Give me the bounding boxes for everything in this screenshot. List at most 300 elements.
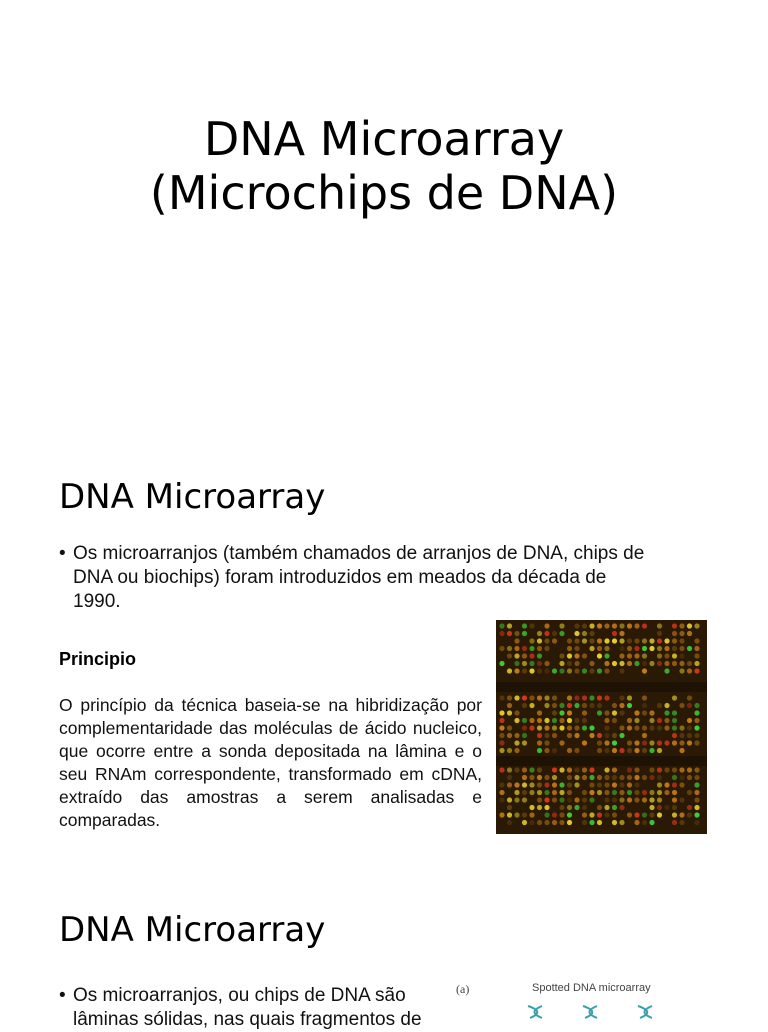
microarray-spot xyxy=(499,718,504,723)
microarray-spot xyxy=(537,805,542,810)
microarray-spot xyxy=(619,797,624,802)
microarray-spot xyxy=(672,767,677,772)
microarray-spot xyxy=(687,733,692,738)
microarray-spot xyxy=(634,748,639,753)
microarray-spot xyxy=(529,782,534,787)
microarray-spot xyxy=(574,638,579,643)
microarray-spot xyxy=(522,733,527,738)
microarray-spot xyxy=(537,638,542,643)
microarray-spot xyxy=(544,812,549,817)
microarray-spot xyxy=(514,653,519,658)
microarray-spot xyxy=(627,725,632,730)
microarray-spot xyxy=(582,710,587,715)
microarray-spot xyxy=(552,695,557,700)
microarray-spot xyxy=(657,638,662,643)
microarray-spot xyxy=(597,782,602,787)
microarray-spot xyxy=(582,775,587,780)
microarray-spot xyxy=(679,661,684,666)
microarray-spot xyxy=(679,775,684,780)
microarray-spot xyxy=(589,695,594,700)
microarray-spot xyxy=(672,695,677,700)
microarray-spot xyxy=(574,631,579,636)
microarray-spot xyxy=(612,718,617,723)
microarray-spot xyxy=(559,725,564,730)
microarray-spot xyxy=(574,703,579,708)
microarray-spot xyxy=(657,775,662,780)
microarray-spot xyxy=(514,797,519,802)
microarray-spot xyxy=(604,661,609,666)
microarray-spot xyxy=(672,797,677,802)
microarray-spot xyxy=(559,718,564,723)
microarray-spot xyxy=(552,782,557,787)
microarray-spot xyxy=(679,733,684,738)
microarray-spot xyxy=(589,638,594,643)
microarray-spot xyxy=(649,638,654,643)
microarray-spot xyxy=(597,653,602,658)
microarray-spot xyxy=(552,668,557,673)
microarray-spot xyxy=(589,797,594,802)
microarray-spot xyxy=(627,775,632,780)
microarray-spot xyxy=(679,638,684,643)
microarray-spot xyxy=(679,820,684,825)
microarray-spot xyxy=(672,646,677,651)
microarray-spot xyxy=(544,703,549,708)
microarray-spot xyxy=(634,790,639,795)
microarray-spot xyxy=(522,718,527,723)
microarray-spot xyxy=(544,820,549,825)
microarray-spot xyxy=(559,740,564,745)
microarray-spot xyxy=(574,775,579,780)
microarray-spot xyxy=(627,653,632,658)
microarray-spot xyxy=(567,767,572,772)
microarray-spot xyxy=(672,631,677,636)
microarray-spot xyxy=(499,797,504,802)
microarray-spot xyxy=(649,661,654,666)
microarray-spot xyxy=(537,767,542,772)
microarray-spot xyxy=(567,646,572,651)
microarray-spot xyxy=(537,653,542,658)
microarray-spot xyxy=(694,767,699,772)
microarray-spot xyxy=(582,631,587,636)
microarray-spot xyxy=(589,703,594,708)
microarray-spot xyxy=(537,782,542,787)
microarray-spot xyxy=(537,733,542,738)
microarray-spot xyxy=(634,725,639,730)
microarray-spot xyxy=(559,710,564,715)
microarray-spot xyxy=(507,820,512,825)
microarray-spot xyxy=(559,797,564,802)
microarray-spot xyxy=(537,820,542,825)
microarray-spot xyxy=(604,790,609,795)
microarray-spot xyxy=(597,748,602,753)
microarray-spot xyxy=(604,748,609,753)
microarray-spot xyxy=(619,646,624,651)
microarray-spot xyxy=(694,820,699,825)
title-slide xyxy=(0,112,768,220)
microarray-spot xyxy=(619,820,624,825)
microarray-spot xyxy=(612,805,617,810)
microarray-spot xyxy=(694,797,699,802)
microarray-spot xyxy=(612,638,617,643)
microarray-spot xyxy=(657,797,662,802)
microarray-spot xyxy=(544,631,549,636)
microarray-spot xyxy=(529,767,534,772)
microarray-spot xyxy=(597,790,602,795)
microarray-spot xyxy=(657,631,662,636)
microarray-spot xyxy=(672,653,677,658)
microarray-spot xyxy=(604,740,609,745)
microarray-spot xyxy=(627,638,632,643)
microarray-spot xyxy=(687,767,692,772)
microarray-spot xyxy=(627,748,632,753)
microarray-spot xyxy=(694,661,699,666)
microarray-spot xyxy=(604,797,609,802)
microarray-spot xyxy=(574,653,579,658)
microarray-spot xyxy=(664,703,669,708)
microarray-spot xyxy=(507,695,512,700)
microarray-spot xyxy=(559,661,564,666)
microarray-spot xyxy=(567,725,572,730)
microarray-spot xyxy=(567,638,572,643)
microarray-spot xyxy=(634,797,639,802)
microarray-spot xyxy=(544,733,549,738)
microarray-spot xyxy=(694,725,699,730)
microarray-spot xyxy=(582,653,587,658)
microarray-spot xyxy=(679,646,684,651)
figure-label: (a) xyxy=(456,982,470,996)
microarray-spot xyxy=(559,668,564,673)
microarray-spot xyxy=(574,725,579,730)
microarray-spot xyxy=(627,740,632,745)
microarray-spot xyxy=(574,646,579,651)
microarray-spot xyxy=(567,782,572,787)
microarray-spot xyxy=(522,695,527,700)
microarray-spot xyxy=(634,775,639,780)
microarray-spot xyxy=(514,733,519,738)
microarray-spot xyxy=(529,820,534,825)
microarray-spot xyxy=(687,695,692,700)
bullet-dot: • xyxy=(59,543,66,564)
microarray-spot xyxy=(582,718,587,723)
microarray-spot xyxy=(612,782,617,787)
microarray-spot xyxy=(657,703,662,708)
microarray-spot xyxy=(687,812,692,817)
microarray-spot xyxy=(537,695,542,700)
microarray-spot xyxy=(544,668,549,673)
microarray-spot xyxy=(642,812,647,817)
microarray-spot xyxy=(499,767,504,772)
microarray-spot xyxy=(672,812,677,817)
principle-heading: Principio xyxy=(59,649,137,669)
microarray-spot xyxy=(672,718,677,723)
microarray-spot xyxy=(567,790,572,795)
microarray-spot xyxy=(649,740,654,745)
microarray-spot xyxy=(612,775,617,780)
microarray-spot xyxy=(634,638,639,643)
microarray-spot xyxy=(634,782,639,787)
microarray-spot xyxy=(672,710,677,715)
microarray-spot xyxy=(649,718,654,723)
microarray-spot xyxy=(657,748,662,753)
microarray-spot xyxy=(619,638,624,643)
microarray-spot xyxy=(664,782,669,787)
microarray-spot xyxy=(514,767,519,772)
microarray-spot xyxy=(529,703,534,708)
microarray-spot xyxy=(634,653,639,658)
microarray-spot xyxy=(582,767,587,772)
microarray-spot xyxy=(627,646,632,651)
microarray-spot xyxy=(499,782,504,787)
microarray-spot xyxy=(627,718,632,723)
microarray-spot xyxy=(529,695,534,700)
microarray-spot xyxy=(634,767,639,772)
microarray-spot xyxy=(529,653,534,658)
microarray-spot xyxy=(604,767,609,772)
microarray-spot xyxy=(649,790,654,795)
microarray-spot xyxy=(544,718,549,723)
microarray-spot xyxy=(567,820,572,825)
microarray-spot xyxy=(612,661,617,666)
microarray-spot xyxy=(544,725,549,730)
microarray-spot xyxy=(687,631,692,636)
microarray-spot xyxy=(679,748,684,753)
microarray-spot xyxy=(582,623,587,628)
microarray-spot xyxy=(664,740,669,745)
microarray-spot xyxy=(529,718,534,723)
microarray-spot xyxy=(649,812,654,817)
microarray-spot xyxy=(522,782,527,787)
microarray-spot xyxy=(507,710,512,715)
microarray-spot xyxy=(679,653,684,658)
microarray-spot xyxy=(529,790,534,795)
microarray-spot xyxy=(522,703,527,708)
microarray-spot xyxy=(694,623,699,628)
microarray-spot xyxy=(657,718,662,723)
microarray-spot xyxy=(619,653,624,658)
microarray-spot xyxy=(642,790,647,795)
microarray-spot xyxy=(612,710,617,715)
microarray-spot xyxy=(642,797,647,802)
microarray-spot xyxy=(604,668,609,673)
microarray-spot xyxy=(597,805,602,810)
microarray-spot xyxy=(514,710,519,715)
microarray-spot xyxy=(544,748,549,753)
microarray-spot xyxy=(672,661,677,666)
microarray-spot xyxy=(657,805,662,810)
microarray-spot xyxy=(522,812,527,817)
microarray-spot xyxy=(664,668,669,673)
microarray-spot xyxy=(627,623,632,628)
figure-title: Spotted DNA microarray xyxy=(532,982,651,994)
microarray-spot xyxy=(552,775,557,780)
microarray-spot xyxy=(604,775,609,780)
microarray-spot xyxy=(687,725,692,730)
microarray-spot xyxy=(664,790,669,795)
microarray-spot xyxy=(679,725,684,730)
microarray-spot xyxy=(694,668,699,673)
microarray-spot xyxy=(537,718,542,723)
microarray-spot xyxy=(529,668,534,673)
dna-helix-icon xyxy=(579,1004,603,1024)
microarray-spot xyxy=(627,812,632,817)
microarray-spot xyxy=(664,638,669,643)
microarray-spot xyxy=(619,623,624,628)
microarray-spot xyxy=(529,623,534,628)
microarray-spot xyxy=(552,718,557,723)
microarray-spot xyxy=(537,631,542,636)
microarray-spot xyxy=(597,710,602,715)
microarray-spot xyxy=(514,646,519,651)
microarray-spot xyxy=(499,623,504,628)
microarray-spot xyxy=(657,623,662,628)
slide2-bullet xyxy=(59,542,659,614)
microarray-spot xyxy=(537,710,542,715)
microarray-spot xyxy=(694,646,699,651)
microarray-spot xyxy=(679,812,684,817)
microarray-spot xyxy=(507,797,512,802)
microarray-spot xyxy=(582,805,587,810)
microarray-spot xyxy=(687,661,692,666)
microarray-spot xyxy=(619,661,624,666)
microarray-spot xyxy=(597,638,602,643)
microarray-spot xyxy=(514,695,519,700)
microarray-spot xyxy=(499,631,504,636)
microarray-spot xyxy=(544,638,549,643)
microarray-spot xyxy=(589,668,594,673)
microarray-spot xyxy=(574,661,579,666)
microarray-spot xyxy=(589,782,594,787)
microarray-spot xyxy=(507,703,512,708)
microarray-gap xyxy=(496,682,707,692)
microarray-spot xyxy=(597,740,602,745)
microarray-spot xyxy=(522,631,527,636)
microarray-spot xyxy=(514,740,519,745)
microarray-spot xyxy=(514,668,519,673)
microarray-spot xyxy=(589,623,594,628)
principle-paragraph: O princípio da técnica baseia-se na hibridização por complementaridade das moléculas de ácido nucleico, que ocorre entre a sonda depositada na lâmina e o seu RNAm correspondente, transformado em cDNA, extraído das amostras a serem analisadas e comparadas. xyxy=(59,695,482,830)
microarray-spot xyxy=(642,748,647,753)
microarray-spot xyxy=(529,725,534,730)
microarray-spot xyxy=(559,812,564,817)
microarray-spot xyxy=(522,623,527,628)
microarray-spot xyxy=(627,703,632,708)
microarray-spot xyxy=(657,646,662,651)
microarray-spot xyxy=(597,623,602,628)
microarray-spot xyxy=(687,623,692,628)
microarray-spot xyxy=(529,646,534,651)
microarray-spot xyxy=(552,820,557,825)
microarray-spot xyxy=(642,775,647,780)
microarray-spot xyxy=(522,668,527,673)
microarray-spot xyxy=(499,725,504,730)
microarray-spot xyxy=(672,805,677,810)
microarray-spot xyxy=(672,733,677,738)
microarray-spot xyxy=(619,710,624,715)
microarray-spot xyxy=(589,631,594,636)
microarray-spot xyxy=(664,646,669,651)
microarray-spot xyxy=(619,748,624,753)
slide3-heading: DNA Microarray xyxy=(59,910,326,950)
microarray-spot xyxy=(589,725,594,730)
microarray-spot xyxy=(582,812,587,817)
microarray-spot xyxy=(499,733,504,738)
microarray-spot xyxy=(552,703,557,708)
microarray-spot xyxy=(694,812,699,817)
microarray-spot xyxy=(537,725,542,730)
microarray-spot xyxy=(574,733,579,738)
microarray-spot xyxy=(522,661,527,666)
microarray-spot xyxy=(574,767,579,772)
slide2-bullet-text: Os microarranjos (também chamados de arranjos de DNA, chips de DNA ou biochips) foram introduzidos em meados da década de 1990. xyxy=(73,543,645,612)
microarray-spot xyxy=(679,703,684,708)
microarray-spot xyxy=(672,782,677,787)
microarray-spot xyxy=(552,725,557,730)
microarray-spot xyxy=(664,725,669,730)
microarray-spot xyxy=(582,725,587,730)
microarray-spot xyxy=(649,710,654,715)
microarray-spot xyxy=(559,790,564,795)
microarray-spot xyxy=(574,695,579,700)
microarray-spot xyxy=(687,646,692,651)
microarray-spot xyxy=(664,661,669,666)
microarray-spot xyxy=(552,710,557,715)
microarray-spot xyxy=(507,653,512,658)
microarray-spot xyxy=(597,775,602,780)
microarray-spot xyxy=(552,733,557,738)
microarray-spot xyxy=(672,790,677,795)
microarray-spot xyxy=(597,733,602,738)
microarray-spot xyxy=(604,653,609,658)
microarray-spot xyxy=(679,631,684,636)
microarray-spot xyxy=(529,775,534,780)
microarray-spot xyxy=(664,653,669,658)
microarray-spot xyxy=(544,790,549,795)
slide3-bullet xyxy=(59,984,449,1032)
microarray-spot xyxy=(634,812,639,817)
microarray-spot xyxy=(694,718,699,723)
microarray-spot xyxy=(514,661,519,666)
microarray-spot xyxy=(559,703,564,708)
microarray-spot xyxy=(627,695,632,700)
microarray-spot xyxy=(612,623,617,628)
microarray-spot xyxy=(619,703,624,708)
microarray-image xyxy=(496,620,707,834)
microarray-spot xyxy=(574,748,579,753)
microarray-spot xyxy=(694,710,699,715)
microarray-spot xyxy=(514,638,519,643)
microarray-spot xyxy=(499,695,504,700)
microarray-spot xyxy=(687,740,692,745)
microarray-spot xyxy=(499,646,504,651)
microarray-spot xyxy=(567,797,572,802)
microarray-spot xyxy=(537,646,542,651)
microarray-spot xyxy=(634,661,639,666)
microarray-spot xyxy=(499,661,504,666)
microarray-spot xyxy=(612,812,617,817)
microarray-spot xyxy=(544,646,549,651)
microarray-spot xyxy=(589,733,594,738)
microarray-spot xyxy=(567,703,572,708)
microarray-spot xyxy=(529,638,534,643)
microarray-spot xyxy=(544,775,549,780)
microarray-spot xyxy=(612,748,617,753)
microarray-spot xyxy=(619,782,624,787)
microarray-spot xyxy=(567,668,572,673)
microarray-spot xyxy=(657,661,662,666)
microarray-spot xyxy=(574,797,579,802)
slide-title-line-1: DNA Microarray xyxy=(203,112,565,166)
microarray-spot xyxy=(649,797,654,802)
